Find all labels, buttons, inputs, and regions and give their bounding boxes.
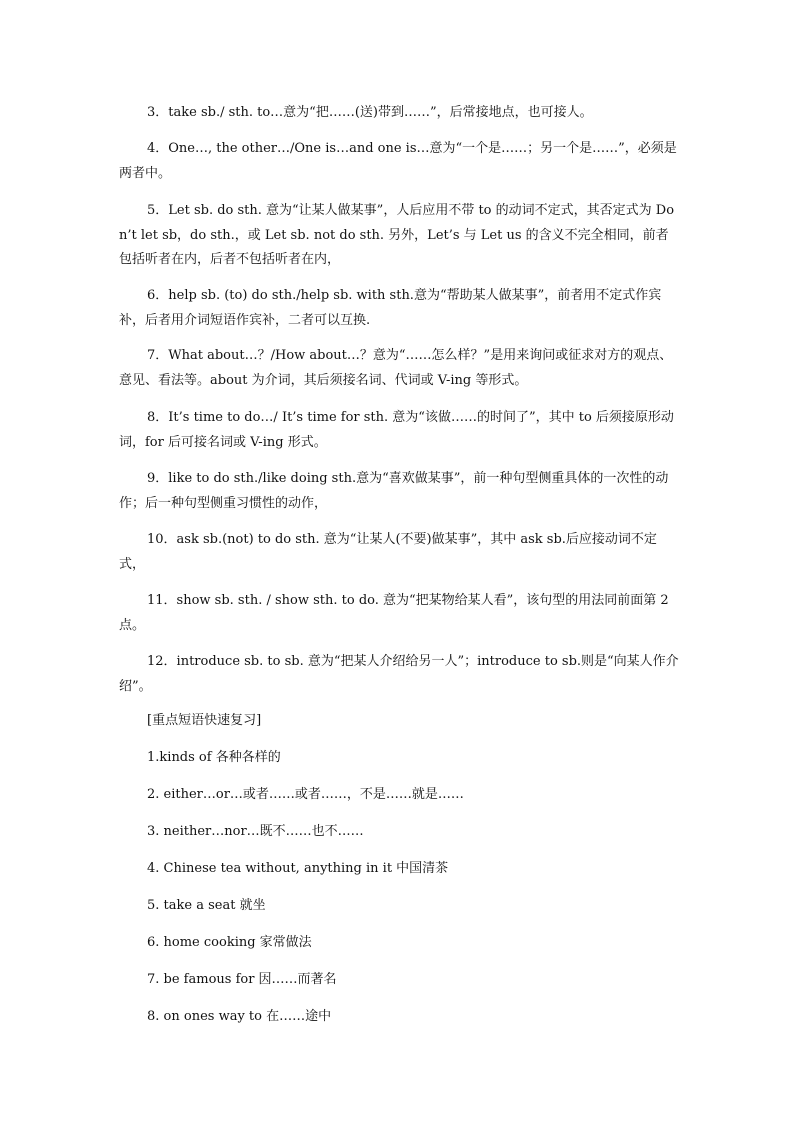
phrase-item: 8. on ones way to 在……途中 [147, 1009, 332, 1024]
phrase-item: 6. home cooking 家常做法 [147, 935, 312, 950]
paragraph-6: 6．help sb. (to) do sth./help sb. with sth.意为“帮助某人做某事”，前者用不定式作宾补，后者用介词短语作宾补，二者可以互换. [119, 288, 662, 328]
phrase-item: 5. take a seat 就坐 [147, 898, 266, 913]
phrase-item: 7. be famous for 因……而著名 [147, 972, 337, 987]
paragraph-5: 5．Let sb. do sth. 意为“让某人做某事”，人后应用不带 to 的动词不定式，其否定式为 Don’t let sb，do sth.，或 Let sb. not do sth. 另外，Let’s 与 Let us 的含义不完全相同，前者包括听者在内，后者不包括听者在内， [119, 203, 675, 267]
phrase-item: 2. either…or…或者……或者……，不是……就是…… [147, 787, 464, 802]
section-heading: [重点短语快速复习] [147, 713, 262, 728]
paragraph-9: 9．like to do sth./like doing sth.意为“喜欢做某事”，前一种句型侧重具体的一次性的动作；后一种句型侧重习惯性的动作， [119, 471, 669, 511]
paragraph-3: 3．take sb./ sth. to…意为“把……(送)带到……”，后常接地点，也可接人。 [147, 105, 593, 120]
paragraph-7: 7．What about…？/How about…？意为“……怎么样？”是用来询问或征求对方的观点、意见、看法等。about 为介词，其后须接名词、代词或 V-ing 等形式。 [119, 348, 673, 388]
phrase-item: 4. Chinese tea without, anything in it 中国清茶 [147, 861, 449, 876]
phrase-item: 3. neither…nor…既不……也不…… [147, 824, 364, 839]
paragraph-12: 12．introduce sb. to sb. 意为“把某人介绍给另一人”；introduce to sb.则是“向某人作介绍”。 [119, 654, 679, 694]
paragraph-4: 4．One…, the other…/One is…and one is…意为“一个是……；另一个是……”，必须是两者中。 [119, 141, 677, 181]
phrase-item: 1.kinds of 各种各样的 [147, 750, 281, 765]
paragraph-11: 11．show sb. sth. / show sth. to do. 意为“把某物给某人看”，该句型的用法同前面第 2 点。 [119, 593, 669, 633]
paragraph-10: 10．ask sb.(not) to do sth. 意为“让某人(不要)做某事”，其中 ask sb.后应接动词不定式， [119, 532, 657, 572]
paragraph-8: 8．It’s time to do…/ It’s time for sth. 意为“该做……的时间了”，其中 to 后须接原形动词，for 后可接名词或 V-ing 形式。 [119, 410, 674, 450]
